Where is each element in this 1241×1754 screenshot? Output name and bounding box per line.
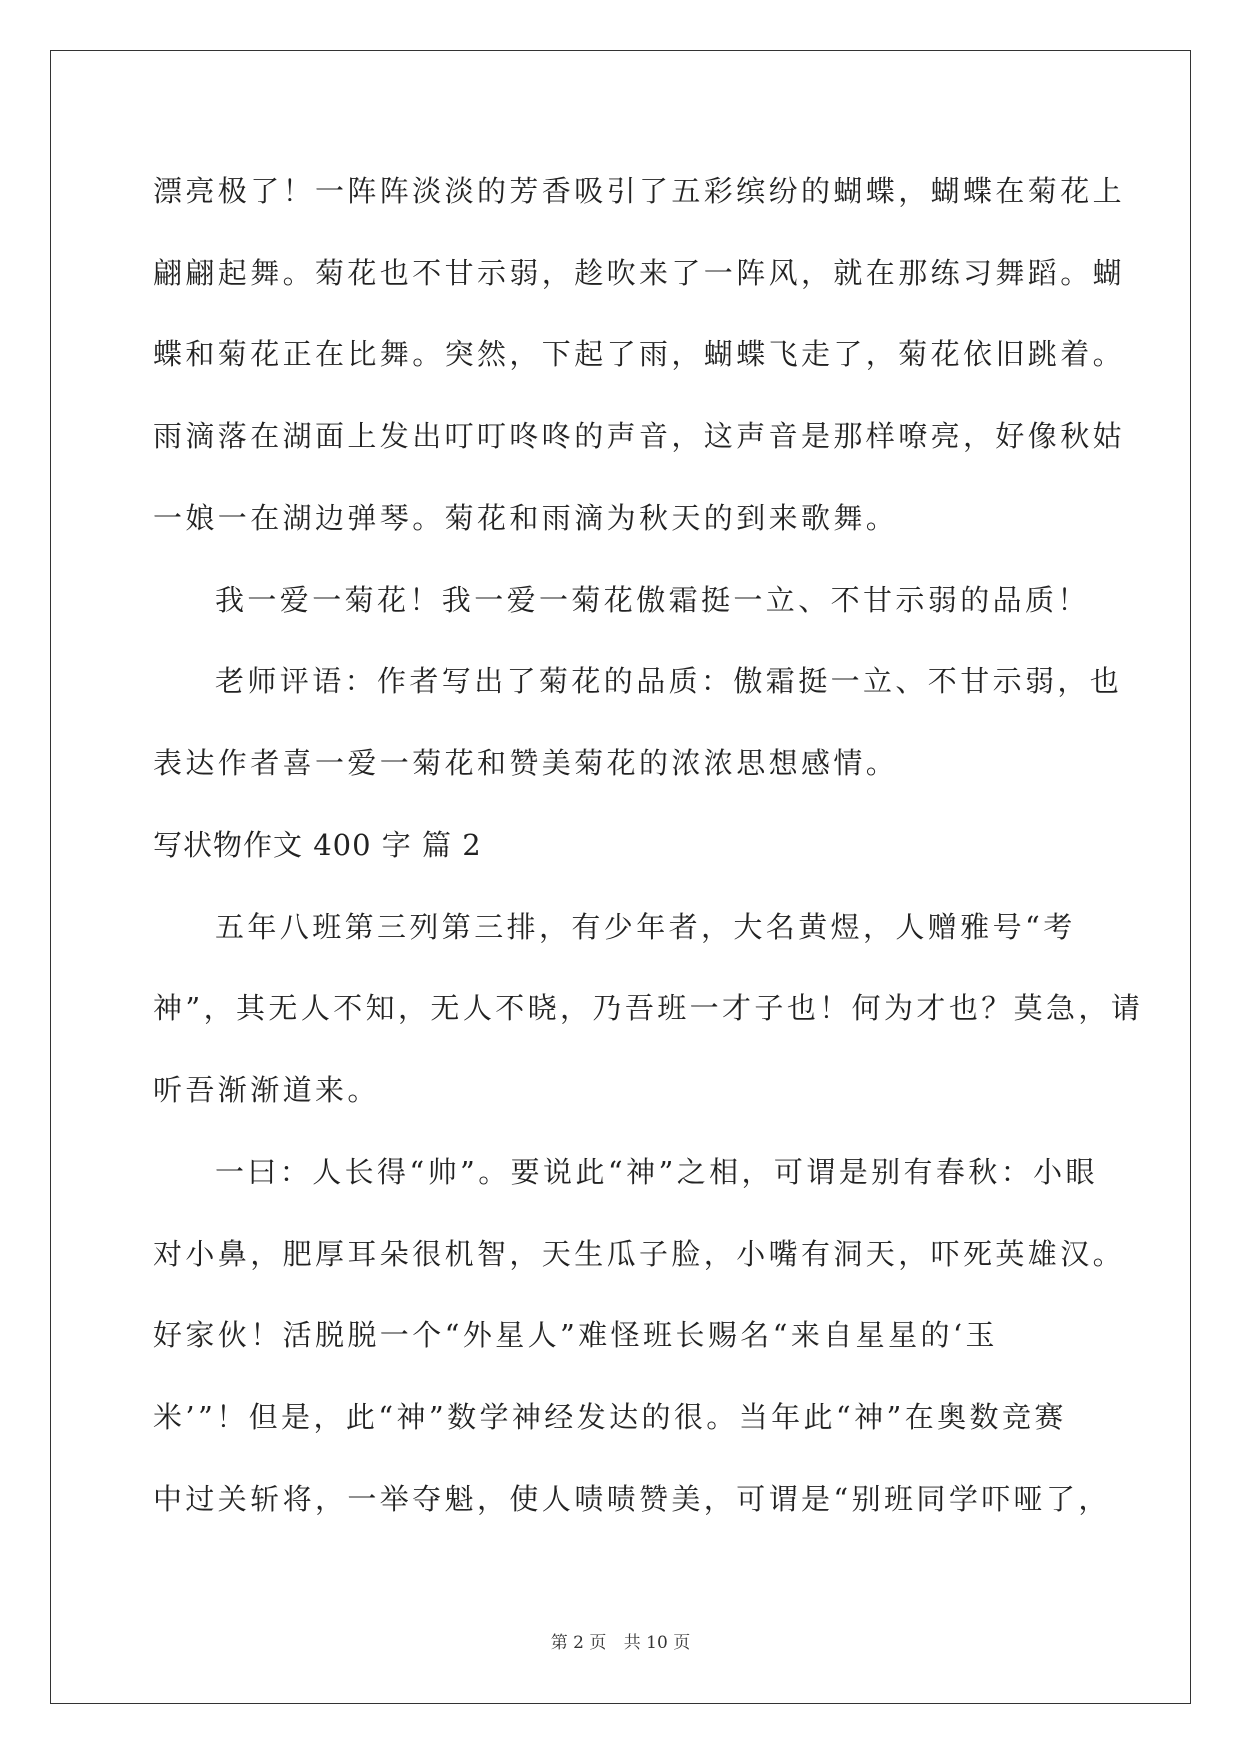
text-line: 中过关斩将，一举夺魁，使人啧啧赞美，可谓是“别班同学吓哑了， — [153, 1482, 1111, 1516]
text-line: 听吾渐渐道来。 — [153, 1073, 380, 1107]
text-line: 雨滴落在湖面上发出叮叮咚咚的声音，这声音是那样嘹亮，好像秋姑 — [153, 419, 1126, 453]
text-line: 表达作者喜一爱一菊花和赞美菊花的浓浓思想感情。 — [153, 746, 899, 780]
section-heading: 写状物作文 400 字 篇 2 — [153, 828, 482, 862]
text-line: 五年八班第三列第三排，有少年者，大名黄煜，人赠雅号“考 — [215, 910, 1076, 944]
text-line: 老师评语：作者写出了菊花的品质：傲霜挺一立、不甘示弱，也 — [215, 664, 1123, 698]
text-line: 漂亮极了！一阵阵淡淡的芳香吸引了五彩缤纷的蝴蝶，蝴蝶在菊花上 — [153, 174, 1126, 208]
text-line: 蝶和菊花正在比舞。突然，下起了雨，蝴蝶飞走了，菊花依旧跳着。 — [153, 337, 1126, 371]
text-line: 神”，其无人不知，无人不晓，乃吾班一才子也！何为才也？莫急，请 — [153, 991, 1144, 1025]
page-border — [50, 50, 1191, 1704]
text-line: 米’”！但是，此“神”数学神经发达的很。当年此“神”在奥数竞赛 — [153, 1400, 1067, 1434]
page-number: 第 2 页 — [550, 1633, 607, 1653]
text-line: 对小鼻，肥厚耳朵很机智，天生瓜子脸，小嘴有洞天，吓死英雄汉。 — [153, 1237, 1126, 1271]
text-line: 我一爱一菊花！我一爱一菊花傲霜挺一立、不甘示弱的品质！ — [215, 583, 1090, 617]
text-line: 一曰：人长得“帅”。要说此“神”之相，可谓是别有春秋：小眼 — [215, 1155, 1098, 1189]
page-footer — [0, 1632, 1241, 1654]
page-total: 共 10 页 — [623, 1633, 691, 1653]
text-line: 一娘一在湖边弹琴。菊花和雨滴为秋天的到来歌舞。 — [153, 501, 899, 535]
text-line: 好家伙！活脱脱一个“外星人”难怪班长赐名“来自星星的‘玉 — [153, 1318, 998, 1352]
text-line: 翩翩起舞。菊花也不甘示弱，趁吹来了一阵风，就在那练习舞蹈。蝴 — [153, 256, 1126, 290]
